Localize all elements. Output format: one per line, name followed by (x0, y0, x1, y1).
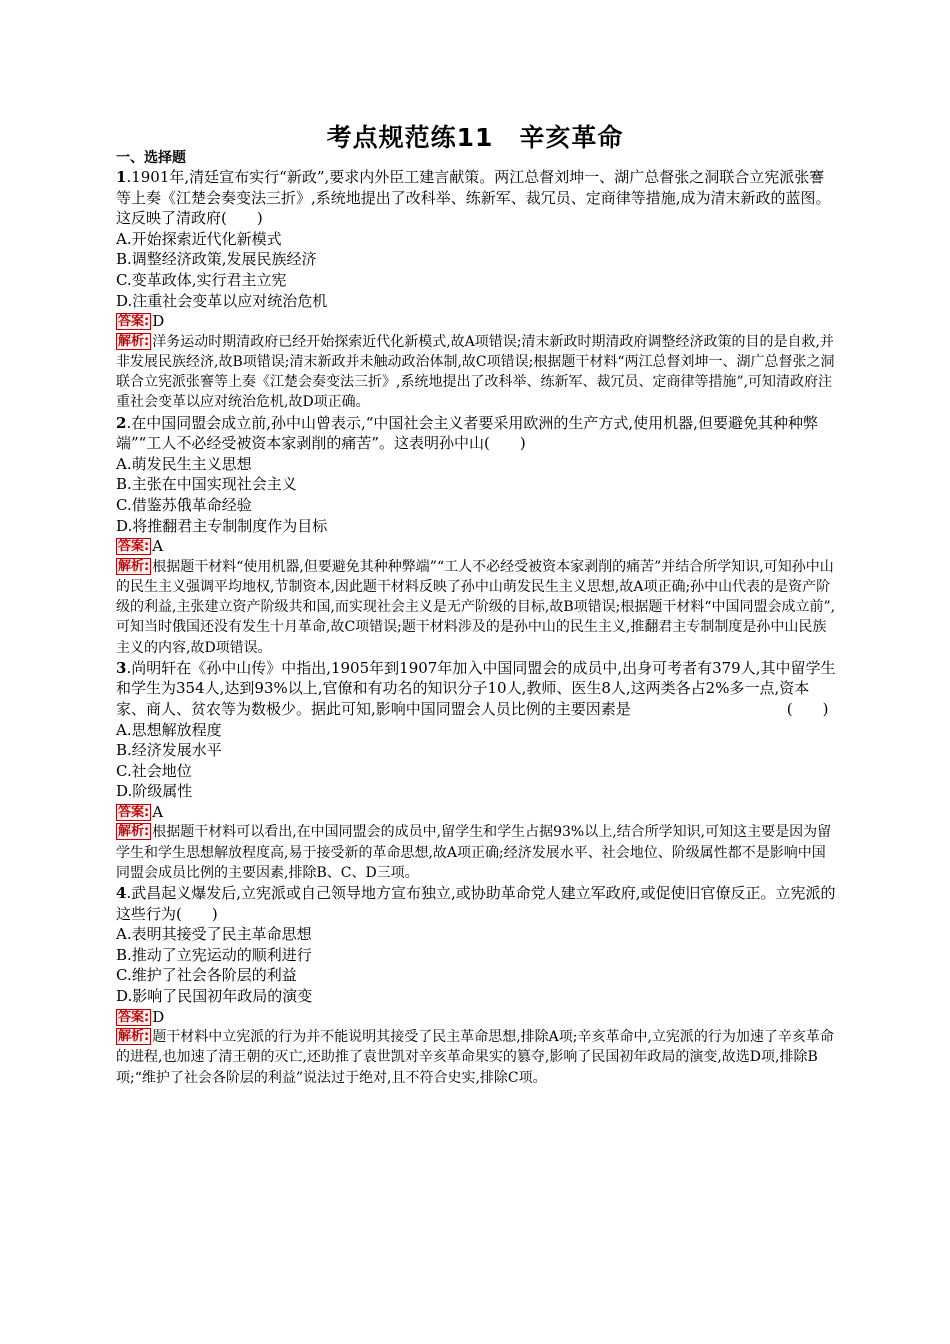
answer-tag: 答案: (118, 804, 150, 820)
answer-value: A (152, 537, 164, 556)
question-3 (116, 658, 836, 883)
question-stem (116, 167, 836, 229)
answer-tag: 答案: (118, 539, 150, 555)
question-1 (116, 167, 836, 413)
option-a: A.萌发民生主义思想 (116, 454, 252, 473)
page-title: 考点规范练11 辛亥革命 (326, 123, 624, 152)
option-a: A.开始探索近代化新模式 (116, 229, 282, 248)
explanation-tag: 解析: (118, 824, 150, 840)
section-header: 一、选择题 (116, 150, 186, 166)
question-number: 4 (116, 884, 127, 903)
explanation-text: 题干材料中立宪派的行为并不能说明其接受了民主革命思想,排除A项;辛亥革命中,立宪派的行为加速了辛亥革命的进程,也加速了清王朝的灭亡,还助推了袁世凯对辛亥革命果实的篡夺,影响了民国初年政局的演变,故选D项,排除B项;“维护了社会各阶层的利益”说法过于绝对,且不符合史实,排除C项。 (116, 1029, 834, 1086)
answer-value: D (152, 312, 165, 331)
question-2 (116, 413, 836, 658)
answer-value: A (152, 802, 164, 821)
question-text: .武昌起义爆发后,立宪派或自己领导地方宣布独立,或协助革命党人建立军政府,或促使旧官僚反正。立宪派的这些行为( ) (116, 884, 836, 923)
option-b: B.推动了立宪运动的顺利进行 (116, 945, 312, 964)
explanation-text: 根据题干材料“使用机器,但要避免其种种弊端”“工人不必经受被资本家剥削的痛苦”并结合所学知识,可知孙中山的民生主义强调平均地权,节制资本,因此题干材料反映了孙中山萌发民生主义思想,故A项正确;孙中山代表的是资产阶级的利益,主张建立资产阶级共和国,而实现社会主义是无产阶级的目标,故B项错误;根据题干材料“中国同盟会成立前”,可知当时俄国还没有发生十月革命,故C项错误;题干材料涉及的是孙中山的民生主义,推翻君主专制制度是孙中山民族主义的内容,故D项错误。 (116, 558, 836, 656)
answer-line (116, 802, 836, 823)
question-text: .1901年,清廷宣布实行“新政”,要求内外臣工建言献策。两江总督刘坤一、湖广总督张之洞联合立宪派张謇等上奏《江楚会奏变法三折》,系统地提出了改科举、练新军、裁冗员、定商律等措施,成为清末新政的蓝图。这反映了清政府( ) (116, 168, 831, 228)
explanation-text: 洋务运动时期清政府已经开始探索近代化新模式,故A项错误;清末新政时期清政府调整经济政策的目的是自救,并非发展民族经济,故B项错误;清末新政并未触动政治体制,故C项错误;根据题干材料“两江总督刘坤一、湖广总督张之洞联合立宪派张謇等上奏《江楚会奏变法三折》,系统地提出了改科举、练新军、裁冗员、定商律等措施”,可知清政府注重社会变革以应对统治危机,故D项正确。 (116, 333, 835, 411)
explanation-line (116, 822, 836, 883)
answer-value: D (152, 1007, 165, 1026)
answer-tag: 答案: (118, 1009, 150, 1025)
explanation-text: 根据题干材料可以看出,在中国同盟会的成员中,留学生和学生占据93%以上,结合所学知识,可知这主要是因为留学生和学生思想解放程度高,易于接受新的革命思想,故A项正确;经济发展水平、社会地位、阶级属性都不是影响中国同盟会成员比例的主要因素,排除B、C、D三项。 (116, 824, 832, 881)
option-c: C.变革政体,实行君主立宪 (116, 270, 287, 289)
explanation-tag: 解析: (118, 558, 150, 574)
answer-line (116, 1007, 836, 1028)
option-d: D.注重社会变革以应对统治危机 (116, 291, 328, 310)
question-text: .尚明轩在《孙中山传》中指出,1905年到1907年加入中国同盟会的成员中,出身可考者有379人,其中留学生和学生为354人,达到93%以上,官僚和有功名的知识分子10人,教师、医生8人,这两类各占2%多一点,资本家、商人、贫农等为数极少。据此可知,影响中国同盟会人员比例的主要因素是 (116, 658, 836, 718)
option-d: D.将推翻君主专制制度作为目标 (116, 516, 328, 535)
question-stem (116, 658, 836, 720)
answer-line (116, 311, 836, 332)
question-text: .在中国同盟会成立前,孙中山曾表示,“中国社会主义者要采用欧洲的生产方式,使用机器,但要避免其种种弊端”“工人不必经受被资本家剥削的痛苦”。这表明孙中山( ) (116, 413, 818, 453)
option-c: C.借鉴苏俄革命经验 (116, 495, 252, 514)
question-bracket: ( ) (786, 699, 829, 718)
option-b: B.经济发展水平 (116, 741, 222, 760)
answer-line (116, 536, 836, 557)
content-area (116, 150, 836, 1088)
question-number: 3 (116, 658, 127, 677)
question-number: 2 (116, 413, 127, 432)
explanation-tag: 解析: (118, 1029, 150, 1045)
option-d: D.阶级属性 (116, 782, 193, 801)
option-a: A.思想解放程度 (116, 720, 222, 739)
option-a: A.表明其接受了民主革命思想 (116, 925, 312, 944)
explanation-line (116, 557, 836, 658)
option-b: B.主张在中国实现社会主义 (116, 475, 297, 494)
answer-tag: 答案: (118, 314, 150, 330)
option-d: D.影响了民国初年政局的演变 (116, 987, 313, 1006)
option-b: B.调整经济政策,发展民族经济 (116, 250, 317, 269)
explanation-line (116, 332, 836, 413)
question-number: 1 (116, 168, 127, 186)
option-c: C.社会地位 (116, 761, 192, 780)
question-stem (116, 883, 836, 924)
question-4 (116, 883, 836, 1088)
option-c: C.维护了社会各阶层的利益 (116, 966, 297, 985)
question-stem (116, 413, 836, 454)
explanation-tag: 解析: (118, 333, 150, 349)
explanation-line (116, 1027, 836, 1088)
